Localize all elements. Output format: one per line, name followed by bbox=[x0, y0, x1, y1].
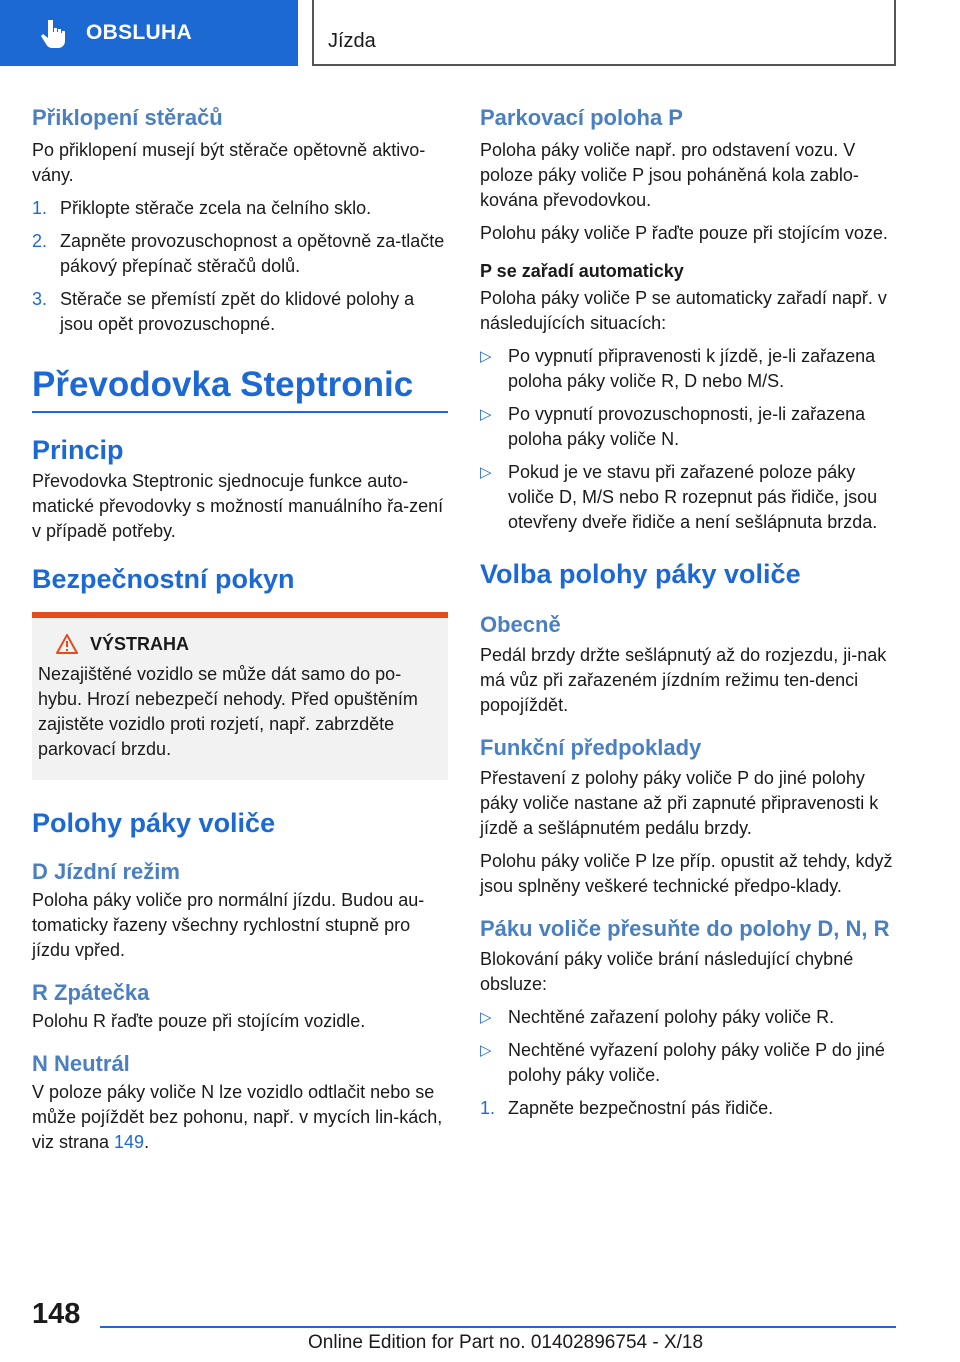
main-title: Převodovka Steptronic bbox=[32, 365, 414, 404]
list-item-text: Nechtěné vyřazení polohy páky voliče P do jiné polohy páky voliče. bbox=[508, 1040, 885, 1085]
select-heading: Volba polohy páky voliče bbox=[480, 559, 801, 589]
list-item bbox=[480, 402, 896, 452]
n-text bbox=[32, 1080, 448, 1155]
left-column bbox=[32, 100, 448, 1155]
list-item-text: Po vypnutí připravenosti k jízdě, je-li zařazena poloha páky voliče R, D nebo M/S. bbox=[508, 346, 876, 391]
list-item bbox=[32, 229, 448, 279]
principle-heading: Princip bbox=[32, 435, 124, 465]
auto-text: Poloha páky voliče P se automaticky zařadí např. v následujících situacích: bbox=[480, 288, 887, 333]
step-text: Zapněte provozuschopnost a opětovně za-tlačte pákový přepínač stěračů dolů. bbox=[60, 231, 445, 276]
bullet-triangle-icon: ▷ bbox=[480, 464, 492, 481]
list-item bbox=[480, 1005, 896, 1030]
list-item bbox=[480, 344, 896, 394]
step-number: 1. bbox=[480, 1098, 496, 1118]
warning-label: VÝSTRAHA bbox=[90, 634, 190, 654]
principle-text: Převodovka Steptronic sjednocuje funkce auto-matické převodovky s možností manuálního řa-zení v případě potřeby. bbox=[32, 471, 444, 541]
auto-list bbox=[480, 344, 896, 535]
section-title: Jízda bbox=[312, 0, 896, 66]
page-number: 148 bbox=[32, 1298, 81, 1330]
step-text: Přiklopte stěrače zcela na čelního sklo. bbox=[60, 198, 372, 218]
warning-text: Nezajištěné vozidlo se může dát samo do po-hybu. Hrozí nebezpečí nehody. Před opuštěním zajistěte vozidlo proti rozjetí, např. zabrzděte parkovací brzdu. bbox=[38, 664, 418, 759]
park-heading: Parkovací poloha P bbox=[480, 105, 683, 130]
list-item bbox=[32, 287, 448, 337]
bullet-triangle-icon: ▷ bbox=[480, 1042, 492, 1059]
d-text: Poloha páky voliče pro normální jízdu. Budou au-tomaticky řazeny všechny rychlostní stupně pro jízdu vpřed. bbox=[32, 890, 425, 960]
n-heading: N Neutrál bbox=[32, 1051, 130, 1076]
r-text: Polohu R řaďte pouze při stojícím vozidle. bbox=[32, 1011, 366, 1031]
list-item bbox=[32, 196, 448, 221]
list-item-text: Pokud je ve stavu při zařazené poloze páky voliče D, M/S nebo R rozepnut pás řidiče, jsou otevřeny dveře řidiče a není sešlápnuta brzda. bbox=[508, 462, 878, 532]
page-link[interactable]: 149 bbox=[114, 1132, 145, 1152]
safety-heading: Bezpečnostní pokyn bbox=[32, 564, 295, 594]
list-item-text: Nechtěné zařazení polohy páky voliče R. bbox=[508, 1007, 835, 1027]
wiper-intro: Po přiklopení musejí být stěrače opětovně aktivo-vány. bbox=[32, 140, 426, 185]
move-heading: Páku voliče přesuňte do polohy D, N, R bbox=[480, 916, 890, 941]
func-heading: Funkční předpoklady bbox=[480, 735, 702, 760]
park-text-2: Polohu páky voliče P řaďte pouze při stojícím voze. bbox=[480, 223, 888, 243]
list-item bbox=[480, 1096, 896, 1121]
step-number: 2. bbox=[32, 231, 48, 251]
list-item bbox=[480, 460, 896, 535]
wiper-steps bbox=[32, 196, 448, 337]
footer-rule bbox=[100, 1326, 896, 1328]
list-item bbox=[480, 1038, 896, 1088]
title-rule bbox=[32, 411, 448, 413]
wiper-heading: Přiklopení stěračů bbox=[32, 105, 223, 130]
step-text: Zapněte bezpečnostní pás řidiče. bbox=[508, 1098, 774, 1118]
step-text: Stěrače se přemístí zpět do klidové polohy a jsou opět provozuschopné. bbox=[60, 289, 415, 334]
general-heading: Obecně bbox=[480, 612, 561, 637]
warning-triangle-icon bbox=[56, 634, 78, 654]
move-list bbox=[480, 1005, 896, 1121]
bullet-triangle-icon: ▷ bbox=[480, 406, 492, 423]
step-number: 3. bbox=[32, 289, 48, 309]
tab-label: OBSLUHA bbox=[86, 21, 192, 44]
list-item-text: Po vypnutí provozuschopnosti, je-li zařazena poloha páky voliče N. bbox=[508, 404, 866, 449]
footer-edition: Online Edition for Part no. 01402896754 - X/18 bbox=[308, 1332, 704, 1353]
auto-heading: P se zařadí automaticky bbox=[480, 261, 684, 281]
func-text-1: Přestavení z polohy páky voliče P do jiné polohy páky voliče nastane až při zapnuté připravenosti k jízdě a sešlápnutém pedálu brzdy. bbox=[480, 768, 879, 838]
bullet-triangle-icon: ▷ bbox=[480, 348, 492, 365]
positions-heading: Polohy páky voliče bbox=[32, 808, 276, 838]
func-text-2: Polohu páky voliče P lze příp. opustit až tehdy, když jsou splněny veškeré technické předpo-klady. bbox=[480, 851, 893, 896]
warning-title bbox=[38, 632, 440, 656]
park-text-1: Poloha páky voliče např. pro odstavení vozu. V poloze páky voliče P jsou poháněná kola zablo-kována převodovkou. bbox=[480, 140, 859, 210]
hand-pointer-icon bbox=[40, 18, 68, 48]
n-text-body: V poloze páky voliče N lze vozidlo odtlačit nebo se může pojíždět bez pohonu, např. v mycích lin-kách, viz strana bbox=[32, 1082, 443, 1152]
move-text: Blokování páky voliče brání následující chybné obsluze: bbox=[480, 949, 854, 994]
d-heading: D Jízdní režim bbox=[32, 859, 180, 884]
step-number: 1. bbox=[32, 198, 48, 218]
r-heading: R Zpátečka bbox=[32, 980, 150, 1005]
n-text-end: . bbox=[144, 1132, 150, 1152]
header-tab[interactable] bbox=[0, 0, 298, 66]
right-column bbox=[480, 100, 896, 1121]
warning-box bbox=[32, 612, 448, 780]
bullet-triangle-icon: ▷ bbox=[480, 1009, 492, 1026]
general-text: Pedál brzdy držte sešlápnutý až do rozjezdu, ji-nak má vůz při zařazeném jízdním režimu ten-denci popojíždět. bbox=[480, 645, 887, 715]
